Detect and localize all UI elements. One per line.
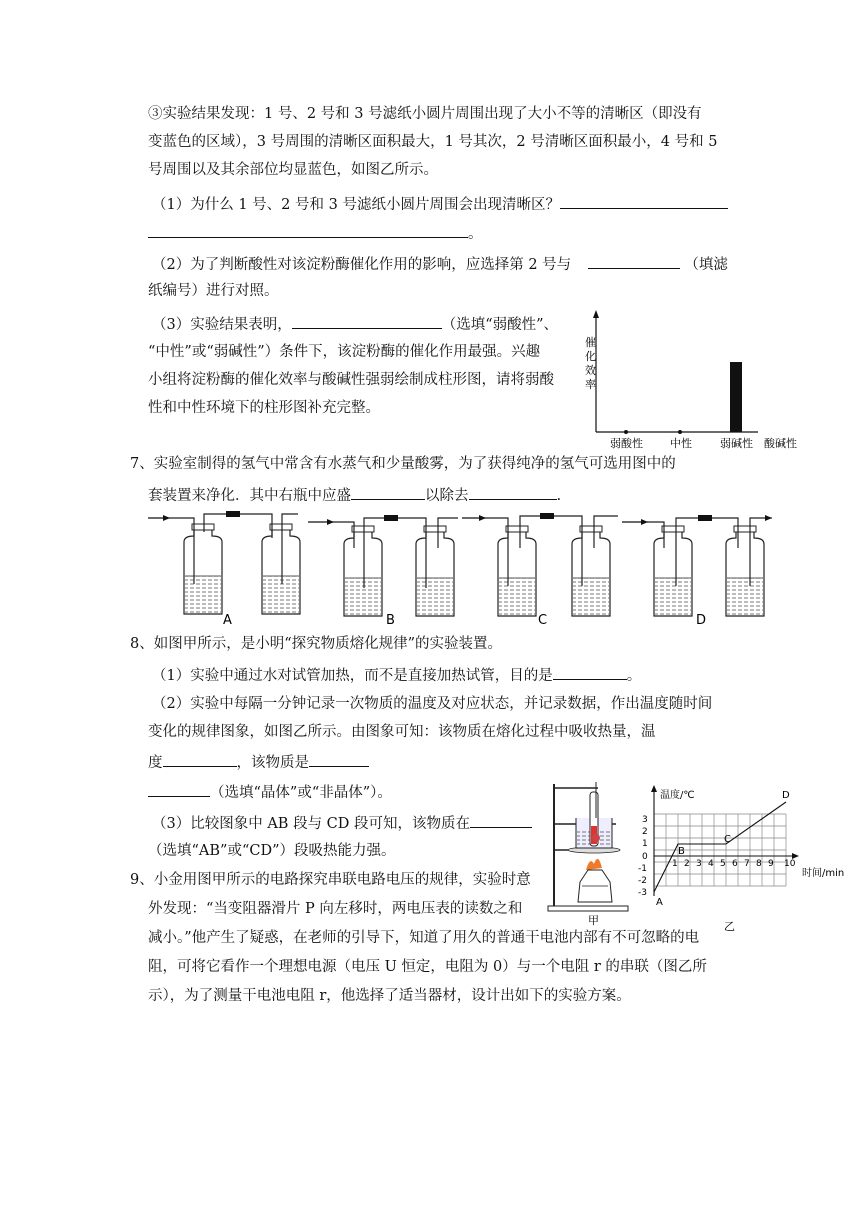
q9-line: 阻，可将它看作一个理想电源（电压 U 恒定，电阻为 0）与一个电阻 r 的串联（图乙所 [148, 959, 707, 975]
svg-text:-1: -1 [638, 864, 647, 874]
q8-part1 [152, 664, 641, 686]
bar-weak-base [730, 362, 742, 432]
question-text: （2）为了判断酸性对该淀粉酶催化作用的影响，应选择第 2 号与 [152, 257, 572, 273]
answer-blank[interactable] [588, 253, 680, 269]
y-label-char: 化 [585, 350, 596, 363]
q9-line: 减小。”他产生了疑惑，在老师的引导下，知道了用久的普通干电池内部有不可忽略的电 [148, 930, 700, 946]
paragraph-line: 性和中性环境下的柱形图补充完整。 [148, 400, 380, 416]
y-label-char: 催 [585, 336, 596, 349]
svg-text:9: 9 [768, 859, 774, 869]
y-axis-arrow [593, 310, 599, 318]
answer-blank[interactable] [292, 313, 442, 329]
question-text: （3）比较图象中 AB 段与 CD 段可知，该物质在 [152, 816, 471, 832]
svg-text:3: 3 [642, 815, 648, 825]
category-marker [624, 430, 628, 434]
heating-apparatus [546, 778, 632, 928]
apparatus-c [462, 513, 618, 628]
question-1 [152, 193, 728, 215]
question-text: 套装置来净化．其中右瓶中应盛 [148, 488, 351, 504]
category-label: 弱酸性 [610, 437, 643, 450]
x-ticks [672, 859, 796, 869]
figure-label: 乙 [724, 920, 735, 933]
answer-blank[interactable] [148, 781, 210, 797]
period: 。 [468, 226, 483, 242]
answer-blank[interactable] [553, 664, 627, 680]
question-text: （1）为什么 1 号、2 号和 3 号滤纸小圆片周围会出现清晰区？ [152, 197, 560, 213]
svg-text:1: 1 [672, 859, 678, 869]
svg-text:-3: -3 [638, 888, 647, 898]
apparatus-b [308, 515, 458, 628]
y-axis-label: 温度/℃ [660, 790, 695, 801]
x-axis-label: 时间/min [802, 868, 845, 879]
svg-text:3: 3 [696, 859, 702, 869]
y-label-char: 率 [585, 378, 596, 391]
svg-text:5: 5 [720, 859, 726, 869]
flame-icon [586, 859, 602, 870]
question-text: 以除去 [425, 488, 469, 504]
y-axis-arrow [651, 785, 657, 792]
svg-text:2: 2 [684, 859, 690, 869]
temperature-curve [654, 802, 786, 892]
answer-blank[interactable] [469, 484, 557, 500]
grid [654, 814, 786, 886]
option-label: D [696, 613, 707, 628]
paragraph-line: 号周围以及其余部位均显蓝色，如图乙所示。 [148, 162, 438, 178]
option-label: A [223, 613, 232, 628]
x-axis-label: 酸碱性 [764, 437, 797, 450]
y-ticks [638, 815, 648, 898]
q9-line: 外发现：“当变阻器滑片 P 向左移时，两电压表的读数之和 [148, 901, 523, 917]
paragraph-line: ③实验结果发现：1 号、2 号和 3 号滤纸小圆片周围出现了大小不等的清晰区（即没有 [148, 106, 702, 122]
svg-text:C: C [724, 834, 731, 845]
gas-wash-apparatus [148, 508, 778, 628]
svg-text:D: D [782, 790, 790, 801]
answer-blank[interactable] [470, 812, 532, 828]
question-text: （选填“晶体”或“非晶体”）。 [210, 785, 392, 801]
category-marker [678, 430, 682, 434]
svg-text:B: B [678, 846, 685, 857]
paragraph-line: “中性”或“弱碱性”）条件下，该淀粉酶的催化作用最强。兴趣 [148, 344, 541, 360]
question-text: ，该物质是 [236, 755, 309, 771]
q8-part2-line [148, 751, 369, 773]
svg-text:2: 2 [642, 827, 648, 837]
answer-blank[interactable] [560, 193, 728, 209]
svg-text:0: 0 [642, 852, 648, 862]
category-label: 弱碱性 [720, 437, 753, 450]
temperature-time-graph [636, 784, 858, 934]
q9-line: 9、小金用图甲所示的电路探究串联电路电压的规律，实验时意 [130, 872, 531, 888]
bar-chart [580, 308, 812, 456]
answer-line [148, 222, 483, 244]
question-text: 度 [148, 755, 163, 771]
figure-label: 甲 [588, 914, 599, 927]
svg-text:7: 7 [744, 859, 750, 869]
svg-text:8: 8 [756, 859, 762, 869]
svg-text:6: 6 [732, 859, 738, 869]
svg-text:10: 10 [784, 859, 796, 869]
paragraph-line: 小组将淀粉酶的催化效率与酸碱性强弱绘制成柱形图，请将弱酸 [148, 372, 554, 388]
y-label-char: 效 [585, 364, 596, 377]
question-3 [152, 313, 558, 335]
apparatus-a [148, 511, 300, 628]
answer-blank[interactable] [309, 751, 369, 767]
q9-line: 示），为了测量干电池电阻 r，他选择了适当器材，设计出如下的实验方案。 [148, 988, 631, 1004]
q8-part3 [152, 812, 532, 834]
question-text: （填滤 [684, 257, 728, 273]
period: . [556, 488, 562, 504]
category-label: 中性 [670, 437, 692, 450]
apparatus-d [622, 515, 772, 628]
q8-line: 8、如图甲所示，是小明“探究物质熔化规律”的实验装置。 [130, 636, 503, 652]
answer-blank[interactable] [163, 751, 237, 767]
option-label: B [386, 613, 395, 628]
paragraph-line: 变蓝色的区域），3 号周围的清晰区面积最大，1 号其次，2 号清晰区面积最小，4 号和 5 [148, 134, 718, 150]
q8-part2-line [148, 781, 392, 803]
svg-text:1: 1 [642, 839, 648, 849]
svg-text:4: 4 [708, 859, 714, 869]
svg-text:A: A [656, 897, 663, 908]
q8-part3-line: （选填“AB”或“CD”）段吸热能力强。 [148, 843, 396, 859]
q7-line [148, 484, 561, 506]
svg-text:-2: -2 [638, 876, 647, 886]
question-text: （1）实验中通过水对试管加热，而不是直接加热试管，目的是 [152, 668, 553, 684]
answer-blank[interactable] [148, 222, 468, 238]
option-label: C [538, 613, 548, 628]
q8-part2-line: 变化的规律图象，如图乙所示。由图象可知：该物质在熔化过程中吸收热量，温 [148, 724, 656, 740]
question-2 [152, 253, 728, 275]
question-text: （3）实验结果表明， [152, 317, 292, 333]
q7-line: 7、实验室制得的氢气中常含有水蒸气和少量酸雾，为了获得纯净的氢气可选用图中的 [130, 456, 676, 472]
answer-blank[interactable] [351, 484, 425, 500]
paragraph-line: 纸编号）进行对照。 [148, 283, 279, 299]
period: 。 [626, 668, 642, 684]
q8-part2: （2）实验中每隔一分钟记录一次物质的温度及对应状态，并记录数据，作出温度随时间 [152, 696, 713, 712]
question-text: （选填“弱酸性”、 [441, 317, 559, 333]
